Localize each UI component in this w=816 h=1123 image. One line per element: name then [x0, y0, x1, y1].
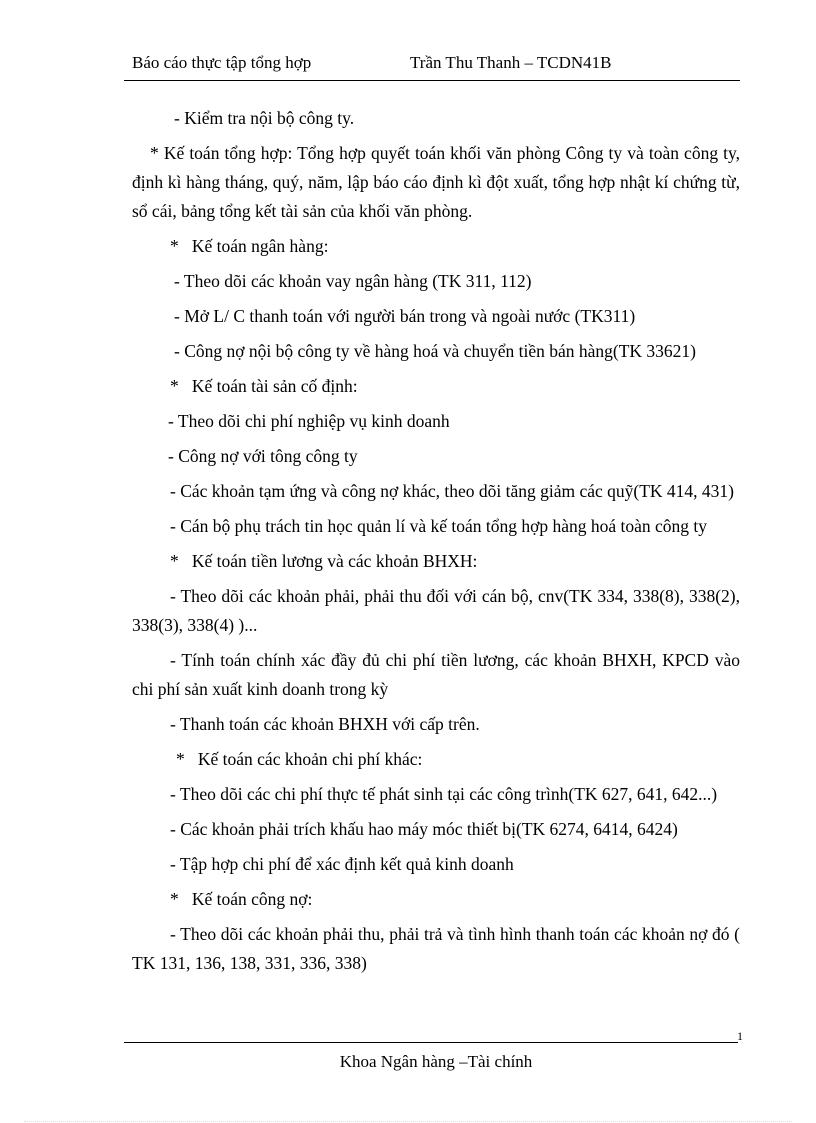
header-author: Trần Thu Thanh – TCDN41B: [410, 53, 612, 72]
paragraph: - Công nợ nội bộ công ty về hàng hoá và chuyển tiền bán hàng(TK 33621): [174, 341, 696, 361]
paragraph: - Tập hợp chi phí để xác định kết quả kinh doanh: [170, 854, 514, 874]
document-body: [132, 104, 745, 984]
paragraph: - Mở L/ C thanh toán với người bán trong và ngoài nước (TK311): [174, 306, 636, 326]
footer-department: Khoa Ngân hàng –Tài chính: [339, 1052, 533, 1071]
paragraph: * Kế toán tổng hợp: Tổng hợp quyết toán khối văn phòng Công ty và toàn công ty, định kì hàng tháng, quý, năm, lập báo cáo định kì đột xuất, tổng hợp nhật kí chứng từ, sổ cái, bảng tổng kết tài sản của khối văn phòng.: [132, 143, 745, 221]
paragraph: - Công nợ với tông công ty: [168, 446, 358, 466]
paragraph: * Kế toán công nợ:: [170, 889, 313, 909]
paragraph: * Kế toán ngân hàng:: [170, 236, 329, 256]
paragraph: - Theo dõi các chi phí thực tế phát sinh tại các công trình(TK 627, 641, 642...): [170, 784, 718, 804]
page-number: 1: [737, 1029, 743, 1043]
paragraph: - Thanh toán các khoản BHXH với cấp trên.: [170, 714, 480, 734]
header-title: Báo cáo thực tập tổng hợp: [132, 53, 312, 72]
paragraph: * Kế toán tiền lương và các khoản BHXH:: [170, 551, 478, 571]
page-edge-divider: [24, 1121, 792, 1122]
paragraph: - Theo dõi các khoản phải thu, phải trả và tình hình thanh toán các khoản nợ đó ( TK 131, 136, 138, 331, 336, 338): [132, 924, 745, 973]
paragraph: - Các khoản phải trích khấu hao máy móc thiết bị(TK 6274, 6414, 6424): [170, 819, 678, 839]
header-divider: [124, 80, 740, 81]
paragraph: * Kế toán tài sản cố định:: [170, 376, 358, 396]
footer-divider: [124, 1042, 738, 1043]
paragraph: - Các khoản tạm ứng và công nợ khác, theo dõi tăng giảm các quỹ(TK 414, 431): [170, 481, 734, 501]
paragraph: - Cán bộ phụ trách tin học quản lí và kế toán tổng hợp hàng hoá toàn công ty: [170, 516, 708, 536]
paragraph: - Theo dõi các khoản vay ngân hàng (TK 311, 112): [174, 271, 532, 291]
paragraph: - Theo dõi các khoản phải, phải thu đối với cán bộ, cnv(TK 334, 338(8), 338(2), 338(3), 338(4) )...: [132, 586, 745, 635]
page-footer: [0, 1051, 816, 1073]
paragraph: - Tính toán chính xác đầy đủ chi phí tiền lương, các khoản BHXH, KPCD vào chi phí sản xuất kinh doanh trong kỳ: [132, 650, 745, 699]
paragraph: - Theo dõi chi phí nghiệp vụ kinh doanh: [168, 411, 450, 431]
paragraph: - Kiểm tra nội bộ công ty.: [174, 108, 355, 128]
paragraph: * Kế toán các khoản chi phí khác:: [176, 749, 423, 769]
